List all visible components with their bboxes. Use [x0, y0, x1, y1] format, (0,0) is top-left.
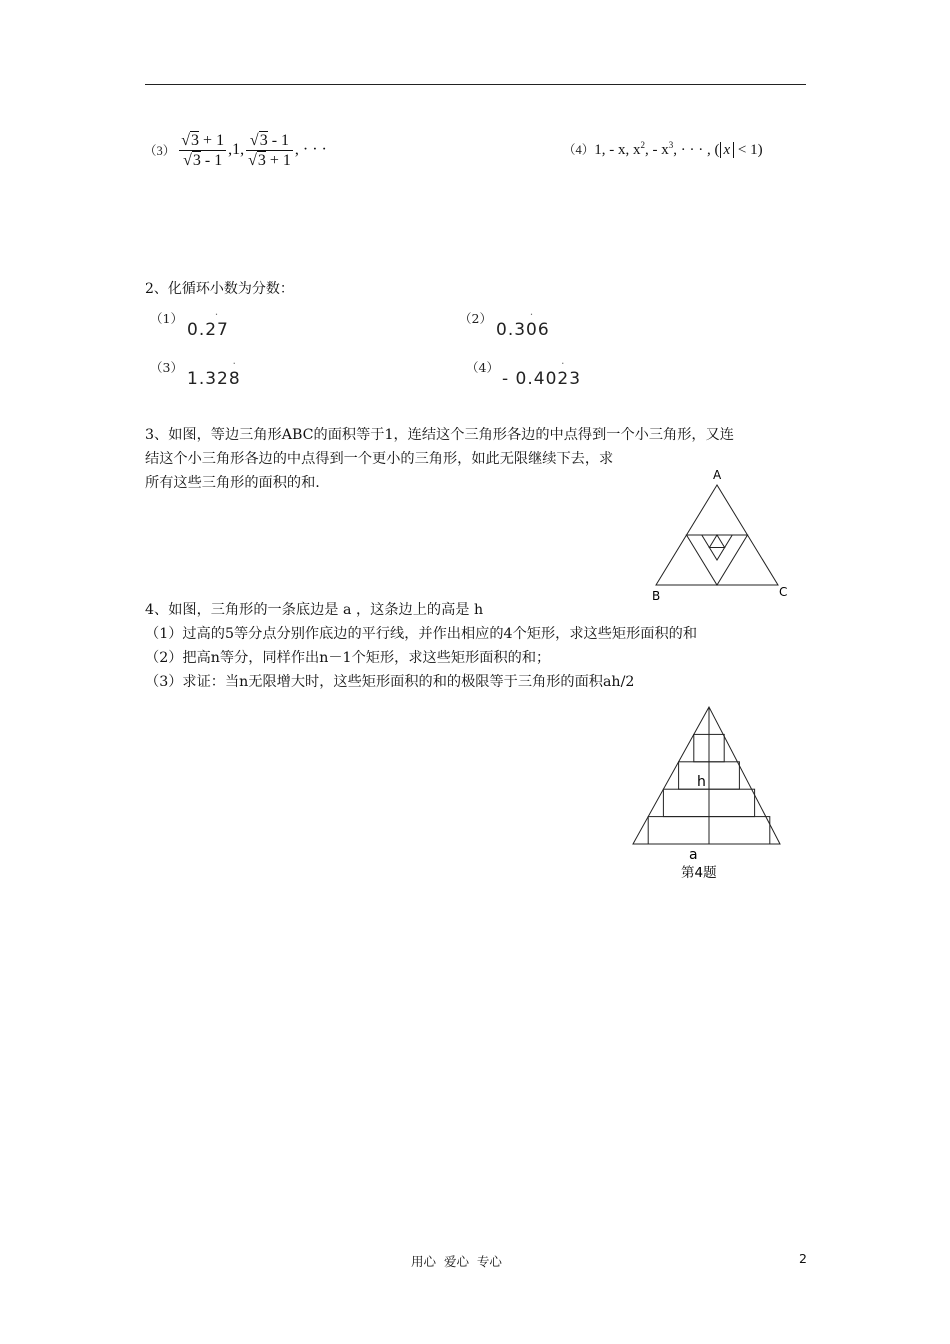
q2-item-label: （4）	[466, 360, 499, 375]
innermost-triangle	[709, 535, 724, 548]
sqrt-radicand: 3	[191, 131, 200, 149]
q2-item-4	[466, 357, 499, 376]
outer-triangle	[633, 707, 780, 844]
q1-item3	[144, 126, 327, 174]
abs-value-x: x	[720, 142, 735, 158]
sqrt-radicand: 3	[192, 151, 201, 169]
q4-line-3: （3）求证：当n无限增大时，这些矩形面积的和的极限等于三角形的面积ah/2	[145, 674, 635, 690]
q1-item3-label: （3）	[144, 144, 176, 158]
q2-item-1-value: 0.· 27	[187, 320, 229, 340]
q2-item-2	[459, 308, 492, 327]
q1-item3-fraction-2: $\frac{√3 - 1}{√3 + 1}$	[248, 131, 291, 169]
q2-item-2-value: 0.· 306	[496, 320, 550, 340]
q2-item-3-value: 1.32· 8	[187, 369, 241, 389]
q1-item3-fraction-1: $\frac{√3 + 1}{√3 - 1}$	[181, 131, 225, 169]
q4-line-0: 4、如图，三角形的一条底边是 a ，这条边上的高是 h	[145, 602, 484, 618]
sqrt-radicand: 3	[257, 151, 266, 169]
q2-item-label: （1）	[150, 311, 183, 326]
repeating-digits: · 27	[205, 320, 229, 340]
q1-item4-label: （4）	[563, 143, 595, 157]
vertex-label-a: A	[713, 468, 722, 482]
q2-item-label: （2）	[459, 311, 492, 326]
footer-center-text: 用心 爱心 专心	[411, 1254, 502, 1269]
q3-line-2: 结这个小三角形各边的中点得到一个更小的三角形，如此无限继续下去，求	[145, 451, 614, 467]
q4-line-2: （2）把高n等分，同样作出n－1个矩形，求这些矩形面积的和；	[145, 650, 551, 666]
q3-line-1: 3、如图，等边三角形ABC的面积等于1，连结这个三角形各边的中点得到一个小三角形，又连	[145, 427, 734, 443]
q2-item-1	[150, 308, 183, 327]
q4-text	[145, 598, 697, 694]
q2-item-3	[150, 357, 183, 376]
figure-caption: 第4题	[681, 865, 717, 881]
repeating-digits: · 306	[514, 320, 549, 340]
header-rule	[145, 84, 806, 85]
height-label-h: h	[697, 774, 706, 790]
repeating-digits: · 8	[229, 369, 241, 389]
q4-line-1: （1）过高的5等分点分别作底边的平行线，并作出相应的4个矩形，求这些矩形面积的和	[145, 626, 698, 642]
q3-line-3: 所有这些三角形的面积的和.	[145, 475, 320, 491]
repeating-digits: · 023	[546, 369, 581, 389]
q1-item3-separator: ,1,	[228, 141, 245, 158]
base-label-a: a	[689, 847, 698, 863]
page-number: 2	[799, 1251, 807, 1266]
q2-item-4-value: - 0.4· 023	[502, 369, 581, 389]
q2-heading: 2、化循环小数为分数：	[145, 281, 294, 297]
q2-item-label: （3）	[150, 360, 183, 375]
vertex-label-b: B	[652, 589, 661, 603]
vertex-label-c: C	[779, 585, 788, 599]
q1-item4: （4）1, - x, $x^2$, - $x^3$, · · · , ( x < 1)	[563, 140, 763, 158]
sqrt-radicand: 3	[259, 131, 268, 149]
q1-item3-ellipsis: , · · ·	[294, 141, 327, 158]
q4-triangle-figure	[625, 700, 790, 885]
q3-triangle-figure	[640, 462, 800, 607]
